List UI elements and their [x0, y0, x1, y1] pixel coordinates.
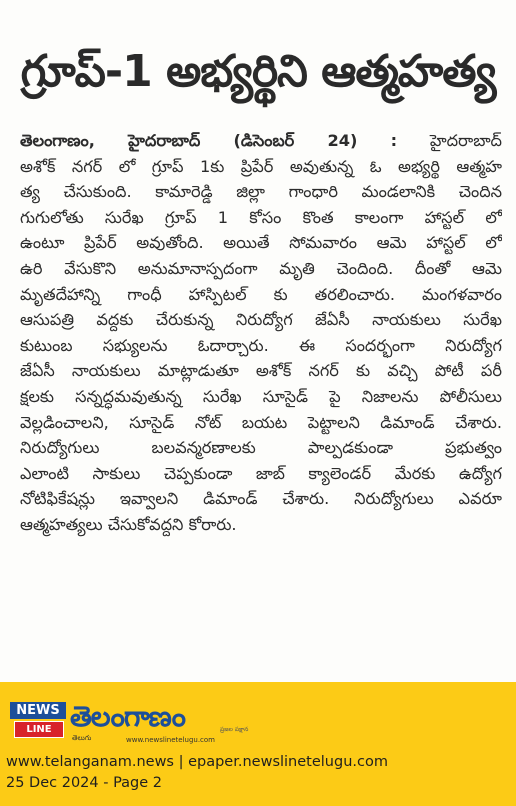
publisher-logo[interactable]	[6, 702, 258, 750]
article-line: ఆత్మహత్యలు చేసుకోవద్దని కోరారు.	[20, 514, 237, 534]
article-line-text: హైదరాబాద్	[429, 131, 502, 150]
badge-news-text: NEWS	[10, 702, 66, 719]
article-line: త్య చేసుకుంది. కామారెడ్డి జిల్లా గాంధారి మండలానికి చెందిన	[20, 182, 502, 202]
article-line: కుటుంబ సభ్యులను ఓదార్చారు. ఈ సందర్భంగా నిరుద్యోగ	[20, 335, 502, 355]
article-headline: గ్రూప్-1 అభ్యర్థిని ఆత్మహత్య	[20, 46, 496, 97]
brand-name: తెలంగాణం	[70, 700, 185, 733]
footer-banner	[0, 682, 516, 806]
footer-links[interactable]: www.telanganam.news | epaper.newslinetelugu.com	[6, 754, 388, 770]
article-dateline: తెలంగాణం, హైదరాబాద్ (డిసెంబర్ 24) :	[20, 131, 398, 150]
article-line: జేఏసీ నాయకులు మాట్లాడుతూ అశోక్ నగర్ కు వచ్చి పోటీ పరీ	[20, 361, 502, 381]
article-line: గుగులోతు సురేఖ గ్రూప్ 1 కోసం కొంత కాలంగా హాస్టల్ లో	[20, 207, 502, 227]
brand-tag: తెలుగు	[72, 734, 92, 742]
brand-url[interactable]: www.newslinetelugu.com	[126, 736, 215, 744]
article-line: క్షలకు సన్నద్ధమవుతున్న సురేఖ సూసైడ్ పై నిజాలను పోలీసులు	[20, 386, 502, 406]
article-line: మృతదేహాన్ని గాంధీ హాస్పిటల్ కు తరలించారు. మంగళవారం	[20, 284, 502, 304]
article-line: నిరుద్యోగులు బలవన్మరణాలకు పాల్పడకుండా ప్రభుత్వం	[20, 438, 502, 458]
badge-line-text: LINE	[14, 721, 64, 738]
article-line	[20, 128, 502, 154]
newsline-badge	[10, 702, 66, 740]
article-line: ఉరి వేసుకొని అనుమానాస్పదంగా మృతి చెందింది. దీంతో ఆమె	[20, 258, 502, 278]
article-line: ఎలాంటి సాకులు చెప్పకుండా జాబ్ క్యాలెండర్ మేరకు ఉద్యోగ	[20, 463, 502, 483]
article-line: వెల్లడించాలని, సూసైడ్ నోట్ బయట పెట్టాలని డిమాండ్ చేశారు.	[20, 412, 502, 432]
article-line: నోటిఫికేషన్లు ఇవ్వాలని డిమాండ్ చేశారు. నిరుద్యోగులు ఎవరూ	[20, 489, 502, 509]
brand-slogan: ప్రజల పక్షాన	[220, 726, 249, 733]
article-line: అశోక్ నగర్ లో గ్రూప్ 1కు ప్రిపేర్ అవుతున్న ఓ అభ్యర్థి ఆత్మహ	[20, 156, 502, 176]
article-line: ఆసుపత్రి వద్దకు చేరుకున్న నిరుద్యోగ జేఏసీ నాయకులు సురేఖ	[20, 310, 502, 330]
article-body	[20, 128, 502, 538]
footer-date-page: 25 Dec 2024 - Page 2	[6, 775, 163, 791]
article-line: ఉంటూ ప్రిపేర్ అవుతోంది. అయితే సోమవారం ఆమె హాస్టల్ లో	[20, 233, 502, 253]
